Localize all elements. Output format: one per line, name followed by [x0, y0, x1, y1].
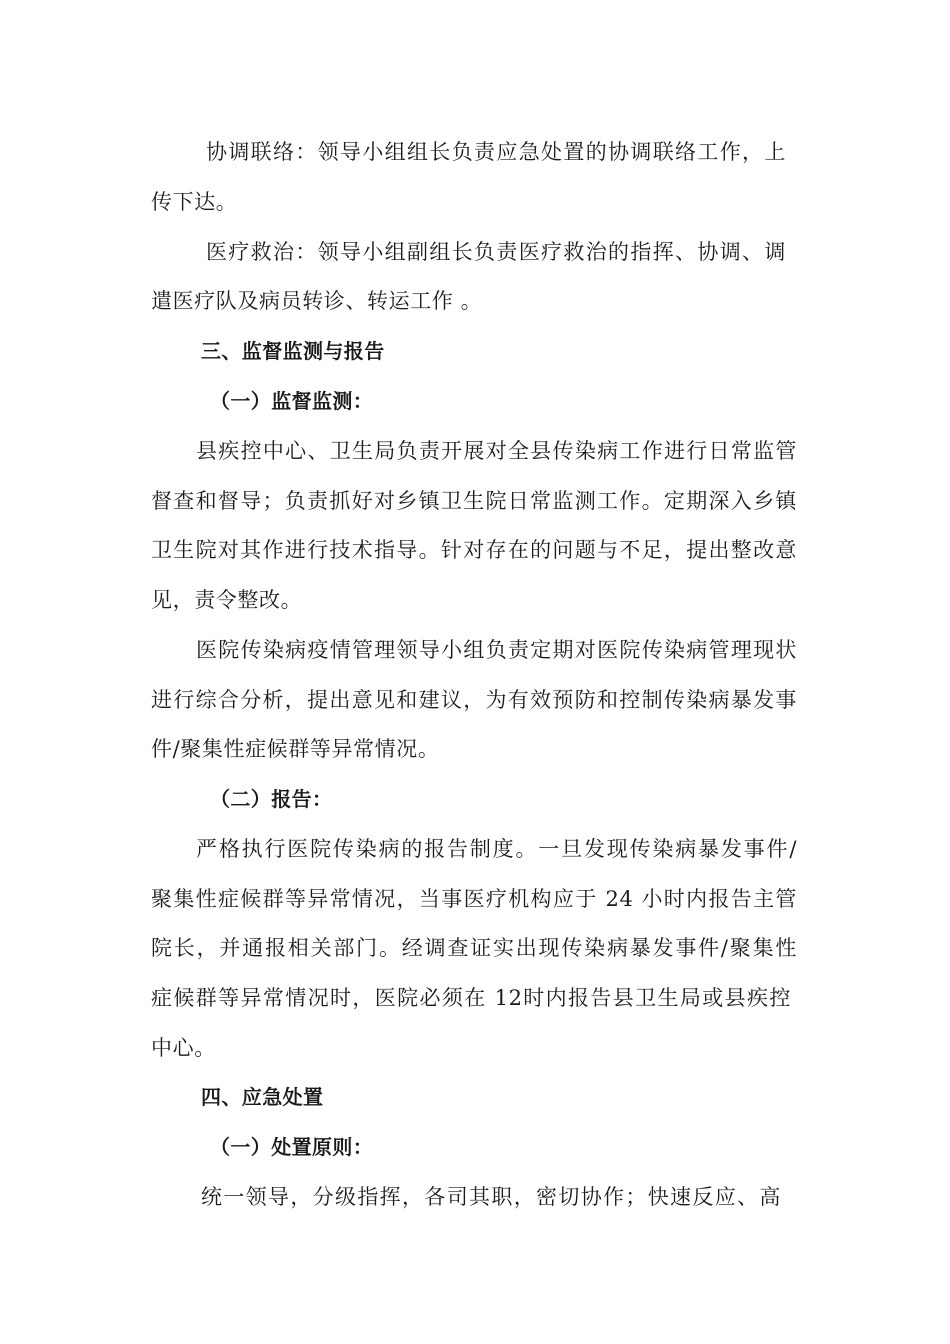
section-3-sub-1-heading: （一）监督监测： — [210, 389, 374, 413]
monitoring-paragraph-1-line-1: 县疾控中心、卫生局负责开展对全县传染病工作进行日常监管 — [196, 439, 797, 463]
report-paragraph-line-2: 聚集性症候群等异常情况，当事医疗机构应于 24 小时内报告主管 — [151, 887, 797, 911]
report-paragraph-line-5: 中心。 — [151, 1036, 216, 1060]
section-4-heading: 四、应急处置 — [201, 1085, 324, 1109]
monitoring-paragraph-2-line-2: 进行综合分析，提出意见和建议，为有效预防和控制传染病暴发事 — [151, 688, 797, 712]
section-3-sub-2-heading: （二）报告： — [210, 787, 333, 811]
monitoring-paragraph-2-line-3: 件/聚集性症候群等异常情况。 — [151, 737, 440, 761]
monitoring-paragraph-1-line-3: 卫生院对其作进行技术指导。针对存在的问题与不足，提出整改意 — [151, 538, 797, 562]
paragraph-coordination-line-2: 传下达。 — [151, 190, 238, 214]
paragraph-coordination-line-1: 协调联络：领导小组组长负责应急处置的协调联络工作，上 — [206, 140, 786, 164]
monitoring-paragraph-1-line-4: 见，责令整改。 — [151, 588, 303, 612]
monitoring-paragraph-1-line-2: 督查和督导；负责抓好对乡镇卫生院日常监测工作。定期深入乡镇 — [151, 489, 797, 513]
paragraph-treatment-line-2: 遣医疗队及病员转诊、转运工作 。 — [151, 289, 483, 313]
paragraph-treatment-line-1: 医疗救治：领导小组副组长负责医疗救治的指挥、协调、调 — [206, 240, 786, 264]
section-4-sub-1-heading: （一）处置原则： — [210, 1135, 374, 1159]
report-paragraph-line-1: 严格执行医院传染病的报告制度。一旦发现传染病暴发事件/ — [196, 837, 797, 861]
report-paragraph-line-3: 院长，并通报相关部门。经调查证实出现传染病暴发事件/聚集性 — [151, 936, 797, 960]
monitoring-paragraph-2-line-1: 医院传染病疫情管理领导小组负责定期对医院传染病管理现状 — [196, 638, 797, 662]
section-3-heading: 三、监督监测与报告 — [201, 339, 385, 363]
principles-paragraph-line-1: 统一领导，分级指挥，各司其职，密切协作；快速反应、高 — [201, 1185, 781, 1209]
report-paragraph-line-4: 症候群等异常情况时，医院必须在 12时内报告县卫生局或县疾控 — [151, 986, 791, 1010]
